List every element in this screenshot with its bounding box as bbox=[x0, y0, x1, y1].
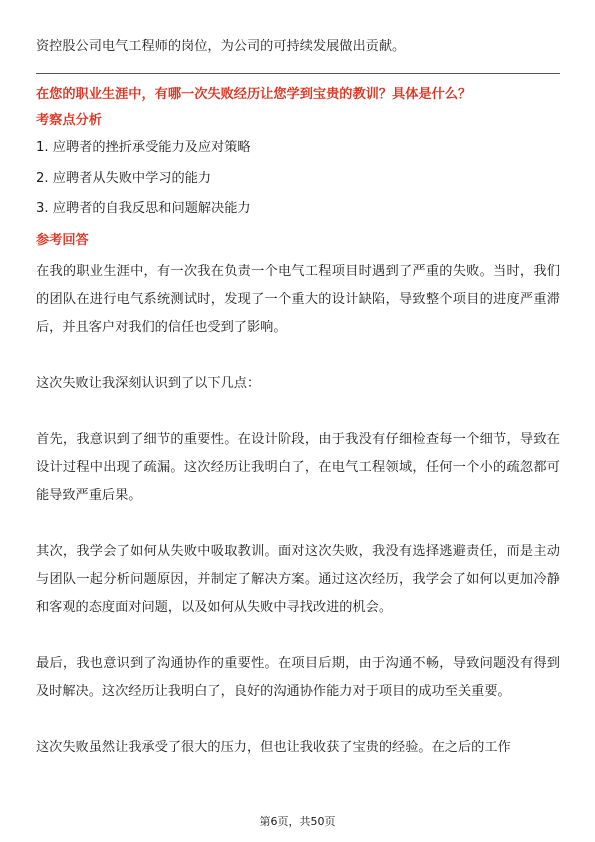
analysis-point: 1. 应聘者的挫折承受能力及应对策略 bbox=[36, 140, 251, 155]
section-divider bbox=[36, 73, 560, 74]
answer-paragraph: 其次，我学会了如何从失败中吸取教训。面对这次失败，我没有选择逃避责任，而是主动与团队一起分析问题原因，并制定了解决方案。通过这次经历，我学会了如何以更加冷静和客观的态度面对问题，以及如何从失败中寻找改进的机会。 bbox=[36, 544, 560, 615]
page-number: 第6页，共50页 bbox=[259, 815, 336, 828]
answer-body bbox=[36, 258, 560, 790]
analysis-point: 3. 应聘者的自我反思和问题解决能力 bbox=[36, 201, 251, 216]
answer-paragraph: 在我的职业生涯中，有一次我在负责一个电气工程项目时遇到了严重的失败。当时，我们的团队在进行电气系统测试时，发现了一个重大的设计缺陷，导致整个项目的进度严重滞后，并且客户对我们的信任也受到了影响。 bbox=[36, 264, 560, 335]
analysis-title: 考察点分析 bbox=[36, 113, 102, 128]
answer-paragraph: 这次失败让我深刻认识到了以下几点： bbox=[36, 376, 261, 391]
answer-paragraph: 这次失败虽然让我承受了很大的压力，但也让我收获了宝贵的经验。在之后的工作 bbox=[36, 740, 511, 755]
answer-title: 参考回答 bbox=[36, 233, 89, 248]
intro-text: 资控股公司电气工程师的岗位，为公司的可持续发展做出贡献。 bbox=[36, 39, 406, 54]
interview-question: 在您的职业生涯中，有哪一次失败经历让您学到宝贵的教训？具体是什么？ bbox=[36, 87, 472, 102]
analysis-point: 2. 应聘者从失败中学习的能力 bbox=[36, 171, 212, 186]
answer-paragraph: 最后，我也意识到了沟通协作的重要性。在项目后期，由于沟通不畅，导致问题没有得到及时解决。这次经历让我明白了，良好的沟通协作能力对于项目的成功至关重要。 bbox=[36, 656, 560, 699]
answer-paragraph: 首先，我意识到了细节的重要性。在设计阶段，由于我没有仔细检查每一个细节，导致在设计过程中出现了疏漏。这次经历让我明白了，在电气工程领域，任何一个小的疏忽都可能导致严重后果。 bbox=[36, 432, 560, 503]
